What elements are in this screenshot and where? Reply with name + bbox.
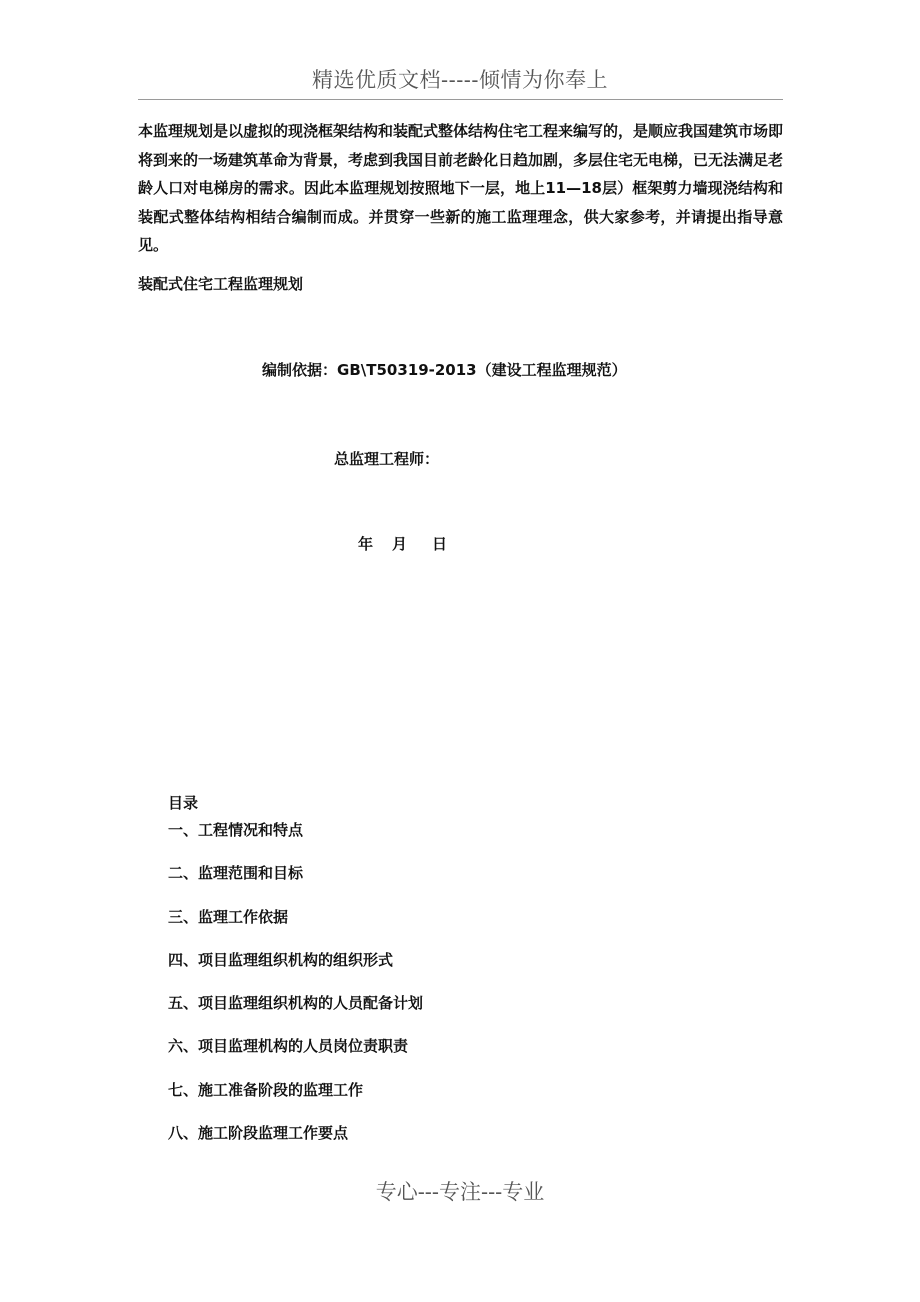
toc-item: 五、项目监理组织机构的人员配备计划 [168,994,424,1013]
chief-engineer-label: 总监理工程师： [334,450,440,468]
compilation-basis: 编制依据：GB\T50319-2013（建设工程监理规范） [262,361,627,379]
date-line [358,533,447,554]
toc-item: 六、项目监理机构的人员岗位责职责 [168,1037,409,1056]
date-year: 年 [358,535,374,553]
toc-item: 七、施工准备阶段的监理工作 [168,1080,364,1099]
toc-item: 二、监理范围和目标 [168,864,304,883]
header-divider [138,99,783,100]
date-day: 日 [432,535,448,553]
intro-paragraph: 本监理规划是以虚拟的现浇框架结构和装配式整体结构住宅工程来编写的，是顺应我国建筑市场即将到来的一场建筑革命为背景，考虑到我国目前老龄化日趋加剧，多层住宅无电梯，已无法满足老龄人口对电梯房的需求。因此本监理规划按照地下一层，地上11—18层）框架剪力墙现浇结构和装配式整体结构相结合编制而成。并贯穿一些新的施工监理理念，供大家参考，并请提出指导意见。 [138,122,784,254]
page-header-title: 精选优质文档-----倾情为你奉上 [312,68,608,92]
date-month: 月 [392,535,408,553]
toc-heading: 目录 [168,794,199,812]
toc-item: 四、项目监理组织机构的组织形式 [168,950,394,969]
page-footer: 专心---专注---专业 [375,1180,545,1204]
toc-item: 一、工程情况和特点 [168,821,304,839]
toc-item: 八、施工阶段监理工作要点 [168,1124,349,1143]
table-of-contents [168,819,423,1165]
document-title: 装配式住宅工程监理规划 [138,275,304,293]
toc-item: 三、监理工作依据 [168,907,289,926]
